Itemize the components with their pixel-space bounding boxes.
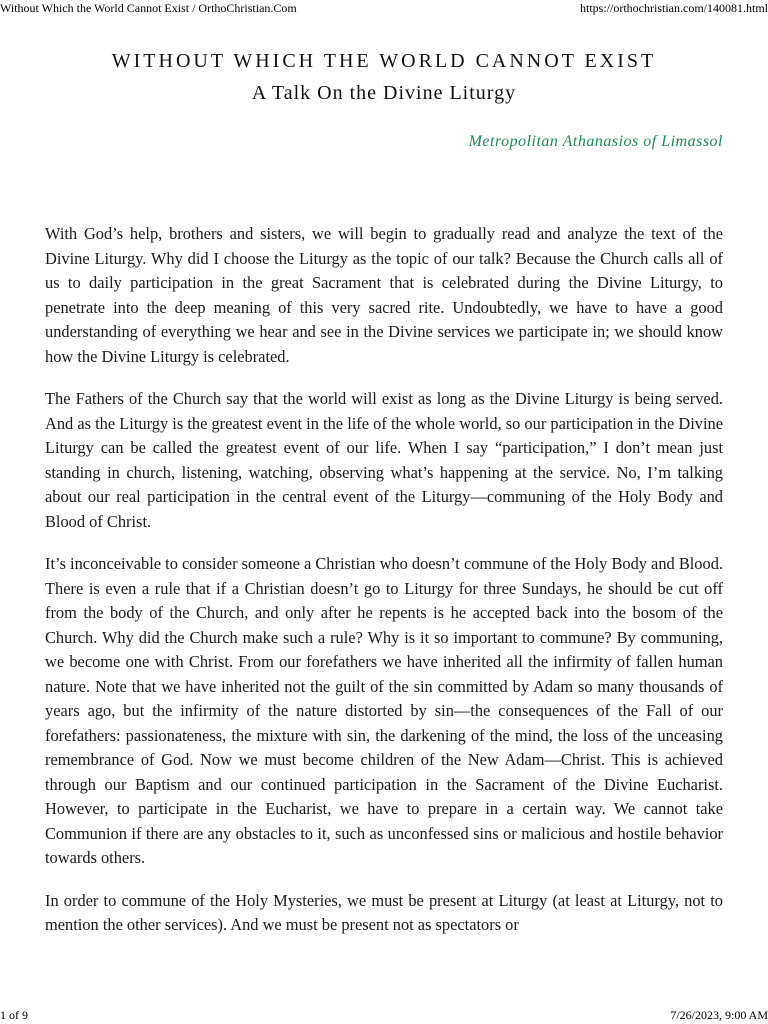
article-title: WITHOUT WHICH THE WORLD CANNOT EXIST [111,50,657,72]
article-paragraph: With God’s help, brothers and sisters, we will begin to gradually read and analyze the text of the Divine Liturgy. Why did I choose the Liturgy as the topic of our talk? Because the Church calls all of us to daily participation in the great Sacrament that is celebrated during the Divine Liturgy, to penetrate into the deep meaning of this very sacred rite. Undoubtedly, we have to have a good understanding of everything we hear and see in the Divine services we participate in; we should know how the Divine Liturgy is celebrated. [45,224,723,366]
print-footer-page-counter: 1 of 9 [0,1008,28,1022]
article-paragraph: It’s inconceivable to consider someone a Christian who doesn’t commune of the Holy Body and Blood. There is even a rule that if a Christian doesn’t go to Liturgy for three Sundays, he should be cut off from the body of the Church, and only after he repents is he accepted back into the bosom of the Church. Why did the Church make such a rule? Why is it so important to commune? By communing, we become one with Christ. From our forefathers we have inherited all the infirmity of fallen human nature. Note that we have inherited not the guilt of the sin committed by Adam so many thousands of years ago, but the infirmity of the nature distorted by sin—the consequences of the Fall of our forefathers: passionateness, the mixture with sin, the darkening of the mind, the loss of the unceasing remembrance of God. Now we must become children of the New Adam—Christ. This is achieved through our Baptism and our continued participation in the Sacrament of the Divine Eucharist. However, to participate in the Eucharist, we have to prepare in a certain way. We cannot take Communion if there are any obstacles to it, such as unconfessed sins or malicious and hostile behavior towards others. [45,554,723,867]
article-body [45,222,723,956]
article-subtitle: A Talk On the Divine Liturgy [251,82,517,104]
print-header-url: https://orthochristian.com/140081.html [580,1,768,15]
article-paragraph: In order to commune of the Holy Mysteries, we must be present at Liturgy (at least at Liturgy, not to mention the other services). And we must be present not as spectators or [45,890,723,934]
article-author: Metropolitan Athanasios of Limassol [468,133,723,150]
article-paragraph: The Fathers of the Church say that the world will exist as long as the Divine Liturgy is being served. And as the Liturgy is the greatest event in the life of the whole world, so our participation in the Divine Liturgy can be called the greatest event of our life. When I say “participation,” I don’t mean just standing in church, listening, watching, observing what’s happening at the service. No, I’m talking about our real participation in the central event of the Liturgy—communing of the Holy Body and Blood of Christ. [45,389,723,531]
print-header-page-title: Without Which the World Cannot Exist / OrthoChristian.Com [0,1,297,15]
print-footer-timestamp: 7/26/2023, 9:00 AM [670,1008,768,1022]
